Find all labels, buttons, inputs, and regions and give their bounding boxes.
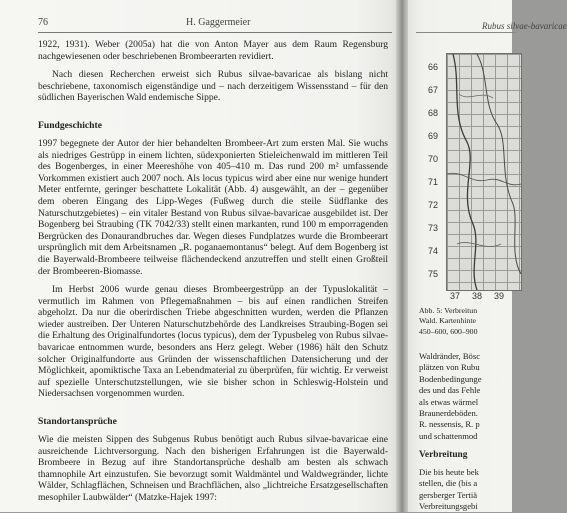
intro-paragraph-1: 1922, 1931). Weber (2005a) hat die von Anton Mayer aus dem Raum Regensburg nachgewiesenen oder beschriebenen Brombeerarten revidiert. [38, 39, 388, 62]
map-x-label: 37 [450, 291, 461, 301]
map-x-label: 39 [494, 291, 505, 301]
map-y-label: 73 [428, 223, 439, 233]
intro-paragraph-2: Nach diesen Recherchen erweist sich Rubus silvae-bavaricae als bislang nicht beschriebene, taxonomisch eigenständige und – nach derzeitigem Wissensstand – für den südlichen Bayerischen Wald endemische Sippe. [38, 69, 388, 104]
main-text-column [38, 39, 388, 504]
distribution-map [446, 53, 522, 291]
section-heading-verbreitung: Verbreitung [419, 450, 468, 460]
running-head-author: H. Gaggermeier [186, 17, 251, 28]
figure-caption: Abb. 5: Verbreitun Wald. Kartenhinte 450–600, 600–900 [419, 306, 478, 336]
fundgeschichte-paragraph-2: Im Herbst 2006 wurde genau dieses Brombeergestrüpp an der Typuslokalität – vermutlich im Rahmen von Pflegemaßnahmen – bis auf einen randlichen Streifen abgeholzt. Da nur die oberirdischen Triebe abgeschnitten wurden, werden die Pflanzen wieder austreiben. Der Unteren Naturschutzbehörde des Landkreises Straubing-Bogen sei die Erhaltung des Originalfundortes (locus typicus), dem der Typusbeleg von Rubus silvae-bavaricae entnommen wurde, besonders ans Herz gelegt. Weber (1986) hält den Schutz solcher Originalfundorte aus Gründen der wissenschaftlichen Datensicherung und der Möglichkeit, apomiktische Taxa an Lebendmaterial zu überprüfen, für wichtig. Er verweist auf spezielle Unterschutzstellungen, wie sie bisher schon in Schleswig-Holstein und Niedersachsen vorgenommen wurden. [38, 284, 388, 400]
map-y-label: 69 [428, 131, 439, 141]
right-body-text: Waldränder, Bösc plätzen von Rubu Bodenbedingunge des und das Fehle als etwas wärmel Braunerdeböden. R. nessensis, R. p und schattenmod [419, 351, 482, 441]
right-page [408, 0, 567, 512]
map-y-label: 74 [428, 246, 439, 256]
map-y-label: 72 [428, 200, 439, 210]
map-y-label: 75 [428, 269, 439, 279]
right-running-head: Rubus silvae-bavaricae [482, 21, 567, 31]
map-y-label: 70 [428, 154, 439, 164]
map-y-label: 67 [428, 85, 439, 95]
right-header-rule [416, 32, 516, 33]
right-body-text-2: Die bis heute bek stellen, die (bis a gersberger Tertiä Verbreitungsgebi [419, 467, 479, 512]
map-y-label: 68 [428, 108, 439, 118]
section-heading-fundgeschichte: Fundgeschichte [38, 119, 102, 131]
page-number: 76 [38, 17, 48, 28]
section-heading-standortansprueche: Standortansprüche [38, 416, 117, 428]
standortansprueche-paragraph: Wie die meisten Sippen des Subgenus Rubus benötigt auch Rubus silvae-bavaricae eine ausreichende Lichtversorgung. Nach den bisherigen Erfahrungen ist die Bayerwald-Brombeere in Bezug auf ihre Standortansprüche deshalb am besten als schwach thamnophile Art einzustufen. Sie bevorzugt somit Waldmäntel und Waldwegränder, lichte Wälder, Schlagflächen, Schneisen und Brachflächen, also „lichtreiche Ersatzgesellschaften mesophiler Laubwälder“ (Matzke-Hajek 1997: [38, 434, 388, 503]
header-rule [38, 32, 392, 33]
map-y-label: 66 [428, 62, 439, 72]
map-x-label: 38 [472, 291, 483, 301]
map-y-label: 71 [428, 177, 439, 187]
fundgeschichte-paragraph-1: 1997 begegnete der Autor der hier behandelten Brombeer-Art zum ersten Mal. Sie wuchs als niedriges Gestrüpp in einem lichten, südexponierten Stieleichenwald im mittleren Teil des Bogenberges, in einer Meereshöhe von 405–410 m. Das rund 200 m² umfassende Vorkommen existiert auch 2007 noch. Als locus typicus wird aber eine nur wenige hundert Meter entfernte, geringer beschattete Lokalität (Abb. 4) ausgewählt, an der – gegenüber dem oberen Eingang des Lipp-Weges (Fußweg durch die steile Südflanke des Naturschutzgebietes) – ein vitaler Bestand von Rubus silvae-bavaricae ausgebildet ist. Der Bogenberg bei Straubing (TK 7042/33) stellt einen markanten, rund 100 m emporragenden Bergrücken des Donaurandbruches dar. Wegen dieses Fundplatzes wurde die Brombeerart ursprünglich mit dem Arbeitsnamen „R. poganaemontanus“ belegt. Auf dem Bogenberg ist die Bayerwald-Brombeere teilweise flächendeckend anzutreffen und stellt einen Großteil der Brombeeren-Biomasse. [38, 137, 388, 277]
map-contours [447, 54, 521, 290]
